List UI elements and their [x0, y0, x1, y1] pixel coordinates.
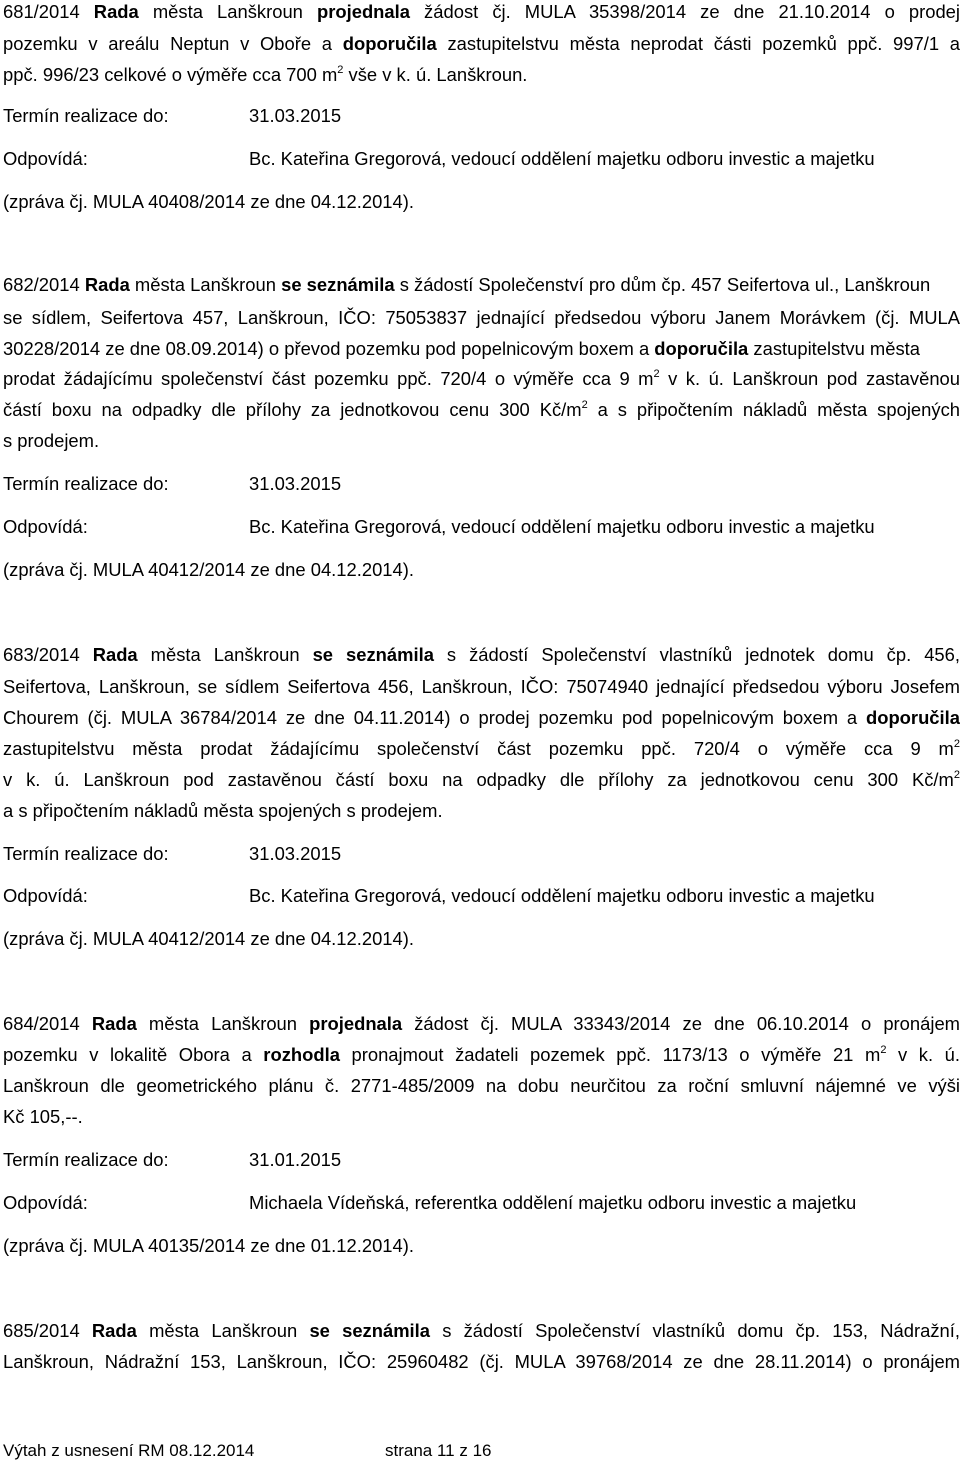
text-line	[3, 1044, 960, 1066]
text-line	[3, 843, 960, 865]
text-span: zastupitelstvu města prodat žádajícímu společenství část pozemku ppč. 720/4 o výměře cca 9 m	[3, 738, 954, 759]
text-span: částí boxu na odpadky dle přílohy za jednotkovou cenu 300 Kč/m	[3, 399, 582, 420]
superscript: 2	[953, 738, 960, 750]
bold-text: Rada	[91, 1320, 137, 1341]
text-line	[3, 559, 960, 581]
text-span: v k. ú.	[886, 1044, 960, 1065]
text-line	[3, 800, 960, 822]
text-span: 31.03.2015	[249, 473, 342, 494]
text-span: s žádostí Společenství pro dům čp. 457 Seifertova ul., Lanškroun	[394, 274, 931, 295]
text-span: vše v k. ú. Lanškroun.	[343, 64, 528, 85]
superscript: 2	[953, 769, 960, 781]
text-span: (zpráva čj. MULA 40408/2014 ze dne 04.12.2014).	[3, 191, 414, 212]
text-span: (zpráva čj. MULA 40412/2014 ze dne 04.12.2014).	[3, 928, 414, 949]
text-line	[3, 430, 960, 452]
superscript: 2	[653, 368, 660, 380]
page-number: strana 11 z 16	[385, 1441, 492, 1460]
text-line	[3, 644, 960, 666]
text-line	[3, 148, 960, 170]
bold-text: Rada	[84, 274, 130, 295]
text-span: ppč. 996/23 celkové o výměře cca 700 m	[3, 64, 338, 85]
text-line	[3, 1235, 960, 1257]
text-span: 682/2014	[3, 274, 85, 295]
text-line	[3, 191, 960, 213]
text-line	[3, 473, 960, 495]
text-span: prodat žádajícímu společenství část pozemku ppč. 720/4 o výměře cca 9 m	[3, 368, 654, 389]
text-line	[3, 1149, 960, 1171]
text-line	[3, 1075, 960, 1097]
text-line	[3, 1320, 960, 1342]
text-line	[3, 274, 960, 296]
text-span: 685/2014	[3, 1320, 92, 1341]
bold-text: Rada	[91, 1013, 137, 1034]
bold-text: rozhodla	[263, 1044, 340, 1065]
text-span: Odpovídá:	[3, 1192, 88, 1213]
text-line	[3, 676, 960, 698]
text-span: 31.01.2015	[249, 1149, 342, 1170]
text-span: města Lanškroun	[136, 1320, 310, 1341]
superscript: 2	[880, 1044, 887, 1056]
text-span: Kč 105,--.	[3, 1106, 83, 1127]
text-span: zastupitelstvu města	[748, 338, 921, 359]
text-span: Termín realizace do:	[3, 105, 169, 126]
text-line	[3, 307, 960, 329]
bold-text: se seznámila	[309, 1320, 430, 1341]
text-line	[3, 399, 960, 421]
bold-text: se seznámila	[281, 274, 395, 295]
text-span: 30228/2014 ze dne 08.09.2014) o převod pozemku pod popelnicovým boxem a	[3, 338, 655, 359]
text-span: Termín realizace do:	[3, 843, 169, 864]
text-span: s prodejem.	[3, 430, 100, 451]
text-span: Bc. Kateřina Gregorová, vedoucí oddělení majetku odboru investic a majetku	[249, 148, 875, 169]
text-span: pozemku v areálu Neptun v Oboře a	[3, 33, 343, 54]
text-span: pozemku v lokalitě Obora a	[3, 1044, 264, 1065]
text-span: žádost čj. MULA 33343/2014 ze dne 06.10.2014 o pronájem	[402, 1013, 960, 1034]
bold-text: projednala	[316, 1, 410, 22]
text-line	[3, 885, 960, 907]
text-span: s žádostí Společenství vlastníků domu čp. 153, Nádražní,	[430, 1320, 960, 1341]
text-span: 683/2014	[3, 644, 93, 665]
text-span: se sídlem, Seifertova 457, Lanškroun, IČO: 75053837 jednající předsedou výboru Janem Morávkem (čj. MULA	[3, 307, 960, 328]
text-line	[3, 1013, 960, 1035]
text-span: Michaela Vídeňská, referentka oddělení majetku odboru investic a majetku	[249, 1192, 857, 1213]
text-span: v k. ú. Lanškroun pod zastavěnou	[659, 368, 960, 389]
text-line	[3, 1192, 960, 1214]
text-span: města Lanškroun	[137, 644, 313, 665]
bold-text: Rada	[93, 1, 139, 22]
text-line	[3, 769, 960, 791]
bold-text: projednala	[309, 1013, 403, 1034]
text-line	[3, 738, 960, 760]
superscript: 2	[581, 399, 588, 411]
text-span: Termín realizace do:	[3, 1149, 169, 1170]
text-line	[3, 64, 960, 86]
bold-text: doporučila	[342, 33, 437, 54]
text-span: a s připočtením nákladů města spojených	[587, 399, 960, 420]
text-span: města Lanškroun	[138, 1, 317, 22]
text-span: Bc. Kateřina Gregorová, vedoucí oddělení majetku odboru investic a majetku	[249, 516, 875, 537]
text-span: Seifertova, Lanškroun, se sídlem Seifertova 456, Lanškroun, IČO: 75074940 jednající předsedou výboru Josefem	[3, 676, 960, 697]
text-span: 684/2014	[3, 1013, 92, 1034]
text-span: města Lanškroun	[136, 1013, 310, 1034]
text-span: města Lanškroun	[129, 274, 282, 295]
text-span: Odpovídá:	[3, 885, 88, 906]
text-line	[3, 1106, 960, 1128]
page-footer	[3, 1441, 492, 1461]
text-span: (zpráva čj. MULA 40412/2014 ze dne 04.12.2014).	[3, 559, 414, 580]
text-line	[3, 33, 960, 55]
text-span: Odpovídá:	[3, 516, 88, 537]
text-line	[3, 1351, 960, 1373]
bold-text: doporučila	[654, 338, 749, 359]
text-span: Lanškroun, Nádražní 153, Lanškroun, IČO: 25960482 (čj. MULA 39768/2014 ze dne 28.11.2014) o pronájem	[3, 1351, 960, 1372]
text-span: 681/2014	[3, 1, 94, 22]
text-span: žádost čj. MULA 35398/2014 ze dne 21.10.2014 o prodej	[409, 1, 960, 22]
text-span: 31.03.2015	[249, 105, 342, 126]
superscript: 2	[337, 64, 344, 76]
text-span: (zpráva čj. MULA 40135/2014 ze dne 01.12.2014).	[3, 1235, 414, 1256]
text-span: Odpovídá:	[3, 148, 88, 169]
text-line	[3, 707, 960, 729]
footer-title: Výtah z usnesení RM 08.12.2014	[3, 1441, 255, 1460]
text-span: Chourem (čj. MULA 36784/2014 ze dne 04.11.2014) o prodej pozemku pod popelnicovým boxem a	[3, 707, 866, 728]
text-line	[3, 368, 960, 390]
text-span: Termín realizace do:	[3, 473, 169, 494]
text-span: v k. ú. Lanškroun pod zastavěnou částí boxu na odpadky dle přílohy za jednotkovou cenu 300 Kč/m	[3, 769, 954, 790]
bold-text: se seznámila	[312, 644, 434, 665]
text-span: 31.03.2015	[249, 843, 342, 864]
text-span: s žádostí Společenství vlastníků jednotek domu čp. 456,	[433, 644, 960, 665]
bold-text: doporučila	[865, 707, 960, 728]
text-line	[3, 1, 960, 23]
text-line	[3, 105, 960, 127]
text-line	[3, 928, 960, 950]
bold-text: Rada	[92, 644, 138, 665]
text-line	[3, 338, 960, 360]
text-span: Bc. Kateřina Gregorová, vedoucí oddělení majetku odboru investic a majetku	[249, 885, 875, 906]
text-line	[3, 516, 960, 538]
text-span: zastupitelstvu města neprodat části pozemků ppč. 997/1 a	[436, 33, 960, 54]
text-span: a s připočtením nákladů města spojených s prodejem.	[3, 800, 443, 821]
text-span: Lanškroun dle geometrického plánu č. 2771-485/2009 na dobu neurčitou za roční smluvní nájemné ve výši	[3, 1075, 960, 1096]
text-span: pronajmout žadateli pozemek ppč. 1173/13 o výměře 21 m	[339, 1044, 881, 1065]
